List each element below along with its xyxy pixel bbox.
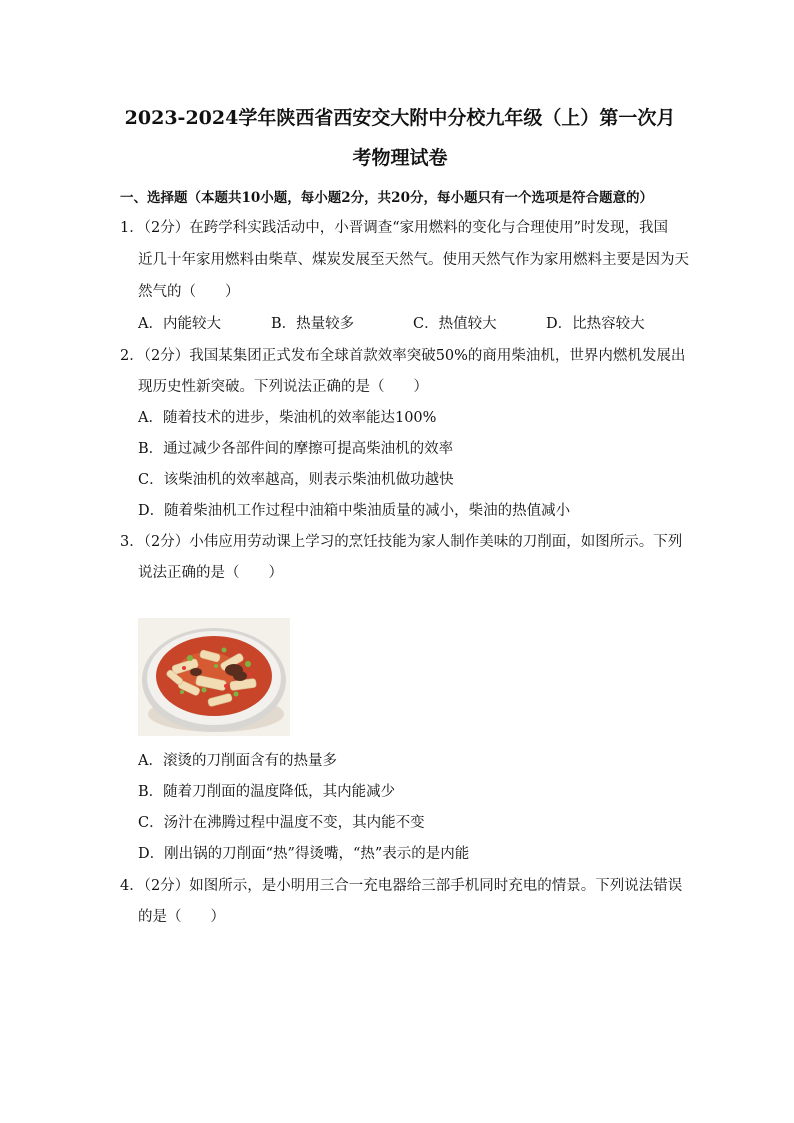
q1-stem-line-1: 1．（2分）在跨学科实践活动中，小晋调查“家用燃料的变化与合理使用”时发现，我国: [120, 220, 669, 236]
section-heading: 一、选择题（本题共10小题，每小题2分，共20分，每小题只有一个选项是符合题意的）: [120, 190, 653, 206]
q2-option-b: B．通过减少各部件间的摩擦可提高柴油机的效率: [138, 441, 454, 457]
q3-option-b: B．随着刀削面的温度降低，其内能减少: [138, 784, 396, 800]
noodle-bowl-image: [138, 618, 290, 736]
q4-stem-line-2: 的是（ ）: [138, 909, 225, 925]
q1-option-c: C．热值较大: [413, 316, 497, 332]
q2-option-c: C．该柴油机的效率越高，则表示柴油机做功越快: [138, 472, 454, 488]
q3-stem-line-1: 3．（2分）小伟应用劳动课上学习的烹饪技能为家人制作美味的刀削面，如图所示。下列: [120, 534, 683, 550]
q3-stem-line-2: 说法正确的是（ ）: [138, 565, 283, 581]
q3-option-a: A．滚烫的刀削面含有的热量多: [138, 753, 337, 769]
exam-title-line-2: 考物理试卷: [352, 147, 448, 169]
q1-stem-line-2: 近几十年家用燃料由柴草、煤炭发展至天然气。使用天然气作为家用燃料主要是因为天: [138, 252, 689, 268]
q2-stem-line-2: 现历史性新突破。下列说法正确的是（ ）: [138, 379, 428, 395]
q1-option-b: B．热量较多: [271, 316, 355, 332]
q3-option-c: C．汤汁在沸腾过程中温度不变，其内能不变: [138, 815, 425, 831]
q3-option-d: D．刚出锅的刀削面“热”得烫嘴，“热”表示的是内能: [138, 846, 470, 862]
exam-title-line-1: 2023-2024学年陕西省西安交大附中分校九年级（上）第一次月: [124, 107, 676, 129]
q1-option-d: D．比热容较大: [546, 316, 645, 332]
q2-option-d: D．随着柴油机工作过程中油箱中柴油质量的减小，柴油的热值减小: [138, 503, 571, 519]
q2-stem-line-1: 2．（2分）我国某集团正式发布全球首款效率突破50%的商用柴油机，世界内燃机发展出: [120, 348, 686, 364]
q2-option-a: A．随着技术的进步，柴油机的效率能达100%: [138, 410, 437, 426]
q4-stem-line-1: 4．（2分）如图所示，是小明用三合一充电器给三部手机同时充电的情景。下列说法错误: [120, 878, 683, 894]
q1-stem-line-3: 然气的（ ）: [138, 284, 240, 300]
q1-option-a: A．内能较大: [138, 316, 221, 332]
